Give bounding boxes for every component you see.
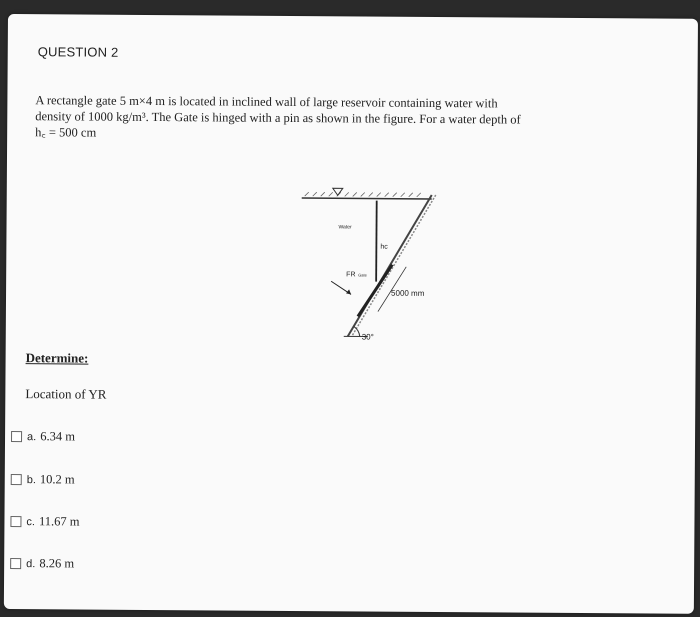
option-d-letter: d. xyxy=(26,557,36,570)
option-c-checkbox[interactable] xyxy=(10,516,21,527)
hc-line xyxy=(376,201,377,282)
stem-line-1: A rectangle gate 5 m×4 m is located in inclined wall of large reservoir containing water with xyxy=(35,93,498,111)
option-a-checkbox[interactable] xyxy=(11,431,22,442)
gate-label: Gate xyxy=(358,272,367,278)
water-surface-hatch xyxy=(305,192,421,197)
angle-label: 30° xyxy=(361,332,374,342)
option-a[interactable] xyxy=(11,429,75,444)
option-b[interactable] xyxy=(11,472,75,487)
stem-line-3: h꜀ = 500 cm xyxy=(35,125,97,140)
inclined-wall xyxy=(348,194,432,337)
option-d-checkbox[interactable] xyxy=(10,558,21,569)
option-d[interactable] xyxy=(10,556,74,571)
option-c-value: 11.67 m xyxy=(38,514,80,529)
option-c[interactable] xyxy=(10,514,79,529)
option-a-value: 6.34 m xyxy=(40,429,76,444)
inclined-wall-hatch xyxy=(352,194,436,337)
option-b-letter: b. xyxy=(26,473,36,486)
option-d-value: 8.26 m xyxy=(39,556,75,571)
option-c-letter: c. xyxy=(26,515,36,528)
question-stem xyxy=(35,92,595,144)
water-surface xyxy=(302,198,432,199)
force-label: FR xyxy=(346,271,356,279)
option-a-letter: a. xyxy=(27,430,37,443)
question-title: QUESTION 2 xyxy=(37,44,119,60)
water-label: Water xyxy=(338,224,352,231)
hc-label: hc xyxy=(380,243,388,251)
option-b-checkbox[interactable] xyxy=(11,474,22,485)
question-card xyxy=(4,14,698,614)
find-prompt: Location of YR xyxy=(25,386,107,402)
determine-heading: Determine: xyxy=(25,350,89,366)
free-surface-symbol xyxy=(333,188,343,195)
gate-figure xyxy=(296,176,477,367)
stem-line-2: density of 1000 kg/m³. The Gate is hinged with a pin as shown in the figure. For a water depth of xyxy=(35,109,521,127)
length-label: 5000 mm xyxy=(391,288,425,298)
option-b-value: 10.2 m xyxy=(39,472,75,487)
